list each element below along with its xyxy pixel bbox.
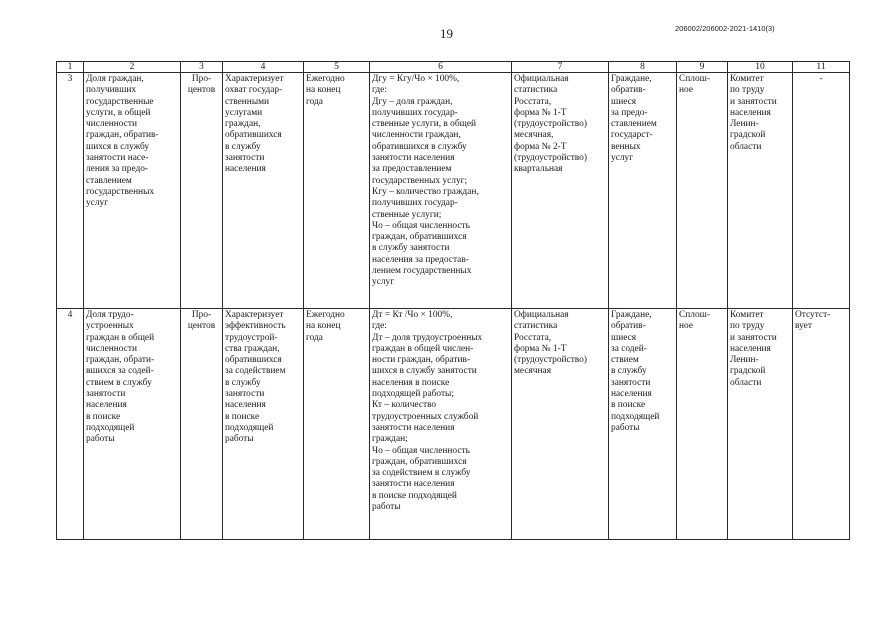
formula-cell: Дгу = Кгу/Чо × 100%, где: Дгу – доля граждан, получивших государ- ственные услуги, в общей численности граждан, обратившихся в службу занятости населения за предоставлением государственных услуг; Кгу – количество граждан, получивших государ- ственные услуги; Чо – общая численность граждан, обратившихся в службу занятости населения за предостав- лением государственных услуг — [370, 73, 512, 309]
row-number: 4 — [57, 309, 84, 540]
indicator-name: Доля трудо- устроенных граждан в общей численности граждан, обрати- вшихся за содей- ствием в службу занятости населения в поиске подходящей работы — [84, 309, 181, 540]
column-header: 4 — [223, 62, 304, 73]
column-header: 2 — [84, 62, 181, 73]
source-cell: Официальная статистика Росстата, форма № 1-Т (трудоустройство) месячная — [512, 309, 609, 540]
definition-cell: Характеризует эффективность трудоустрой- ства граждан, обратившихся за содействием в службу занятости населения в поиске подходящей работы — [223, 309, 304, 540]
document-code: 206002/206002-2021-1410(3) — [675, 24, 775, 33]
periodicity-cell: Ежегодно на конец года — [304, 73, 370, 309]
method-cell: Сплош- ное — [677, 309, 728, 540]
table-row — [57, 73, 850, 309]
table-row — [57, 309, 850, 540]
column-header: 10 — [728, 62, 793, 73]
page-number: 19 — [440, 26, 453, 41]
column-header: 6 — [370, 62, 512, 73]
periodicity-cell: Ежегодно на конец года — [304, 309, 370, 540]
unit-cell: Про- центов — [181, 309, 223, 540]
responsible-cell: Комитет по труду и занятости населения Ленин- градской области — [728, 309, 793, 540]
responsible-cell: Комитет по труду и занятости населения Ленин- градской области — [728, 73, 793, 309]
definition-cell: Характеризует охват государ- ственными услугами граждан, обратившихся в службу занятости населения — [223, 73, 304, 309]
column-header: 1 — [57, 62, 84, 73]
column-header: 11 — [793, 62, 850, 73]
column-header: 9 — [677, 62, 728, 73]
object-cell: Граждане, обратив- шиеся за предо- ставлением государст- венных услуг — [609, 73, 677, 309]
table-header-row — [57, 62, 850, 73]
indicators-table — [56, 61, 850, 540]
row-number: 3 — [57, 73, 84, 309]
note-cell: Отсутст- вует — [793, 309, 850, 540]
column-header: 3 — [181, 62, 223, 73]
column-header: 5 — [304, 62, 370, 73]
method-cell: Сплош- ное — [677, 73, 728, 309]
note-cell: - — [793, 73, 850, 309]
source-cell: Официальная статистика Росстата, форма № 1-Т (трудоустройство) месячная, форма № 2-Т (трудоустройство) квартальная — [512, 73, 609, 309]
column-header: 8 — [609, 62, 677, 73]
object-cell: Граждане, обратив- шиеся за содей- ствием в службу занятости населения в поиске подходящей работы — [609, 309, 677, 540]
formula-cell: Дт = Кт /Чо × 100%, где: Дт – доля трудоустроенных граждан в общей числен- ности граждан, обратив- шихся в службу занятости населения в поиске подходящей работы; Кт – количество трудоустроенных службой занятости населения граждан; Чо – общая численность граждан, обратившихся за содействием в службу занятости населения в поиске подходящей работы — [370, 309, 512, 540]
indicator-name: Доля граждан, получивших государственные услуги, в общей численности граждан, обратив- шихся в службу занятости насе- ления за предо- ставлением государственных услуг — [84, 73, 181, 309]
unit-cell: Про- центов — [181, 73, 223, 309]
column-header: 7 — [512, 62, 609, 73]
